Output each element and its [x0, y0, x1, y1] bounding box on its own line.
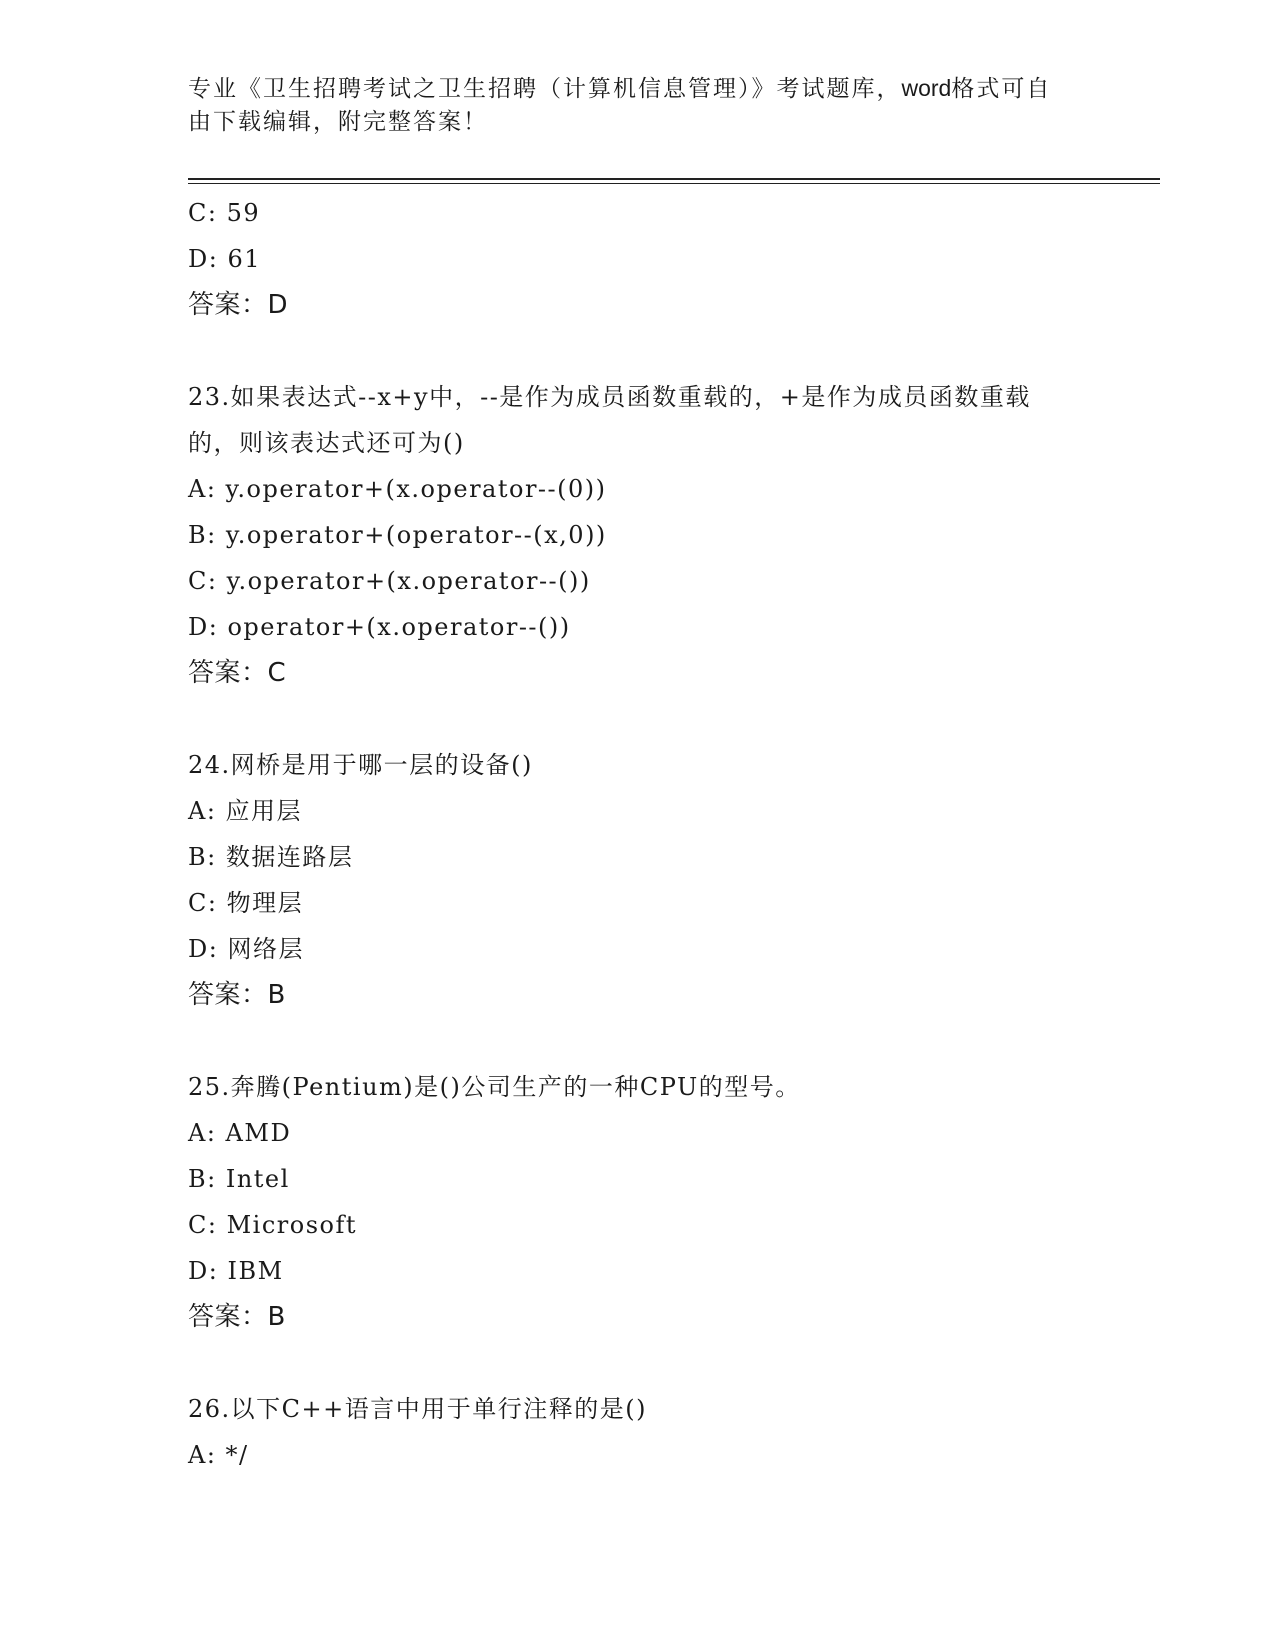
header-divider-thin — [188, 183, 1160, 184]
option-d: D: IBM — [188, 1257, 284, 1285]
question-text: 26.以下C++语言中用于单行注释的是() — [188, 1395, 647, 1423]
option-d: D: 61 — [188, 245, 261, 273]
option-b: B: Intel — [188, 1165, 290, 1193]
header-line-1 — [188, 72, 1088, 106]
option-d: D: 网络层 — [188, 935, 304, 963]
option-b: B: 数据连路层 — [188, 843, 354, 871]
question-content — [188, 190, 1088, 1478]
header-line-1-tail: 格式可自 — [951, 76, 1052, 102]
document-header — [188, 72, 1088, 139]
option-a: A: */ — [188, 1441, 249, 1469]
spacer — [188, 1018, 1088, 1064]
spacer — [188, 696, 1088, 742]
option-d: D: operator+(x.operator--()) — [188, 613, 571, 641]
header-divider-thick — [188, 178, 1160, 180]
question-26 — [188, 1386, 1088, 1478]
header-line-2: 由下载编辑，附完整答案！ — [188, 109, 488, 135]
answer: 答案：B — [188, 980, 286, 1010]
option-c: C: 物理层 — [188, 889, 304, 917]
question-24 — [188, 742, 1088, 1018]
question-text: 25.奔腾(Pentium)是()公司生产的一种CPU的型号。 — [188, 1073, 801, 1101]
option-a: A: 应用层 — [188, 797, 303, 825]
question-23 — [188, 374, 1088, 696]
answer: 答案：D — [188, 290, 289, 320]
spacer — [188, 328, 1088, 374]
question-text: 23.如果表达式--x+y中，--是作为成员函数重载的，+是作为成员函数重载的，则该表达式还可为() — [188, 383, 1031, 457]
spacer — [188, 1340, 1088, 1386]
option-c: C: 59 — [188, 199, 261, 227]
option-c: C: Microsoft — [188, 1211, 357, 1239]
header-line-1-word: word — [901, 75, 952, 101]
option-c: C: y.operator+(x.operator--()) — [188, 567, 591, 595]
answer: 答案：B — [188, 1302, 286, 1332]
answer: 答案：C — [188, 658, 287, 688]
option-a: A: y.operator+(x.operator--(0)) — [188, 475, 607, 503]
option-b: B: y.operator+(operator--(x,0)) — [188, 521, 607, 549]
previous-question — [188, 190, 1088, 328]
question-text: 24.网桥是用于哪一层的设备() — [188, 751, 533, 779]
question-25 — [188, 1064, 1088, 1340]
header-line-1-text: 专业《卫生招聘考试之卫生招聘（计算机信息管理）》考试题库， — [188, 76, 902, 102]
option-a: A: AMD — [188, 1119, 292, 1147]
